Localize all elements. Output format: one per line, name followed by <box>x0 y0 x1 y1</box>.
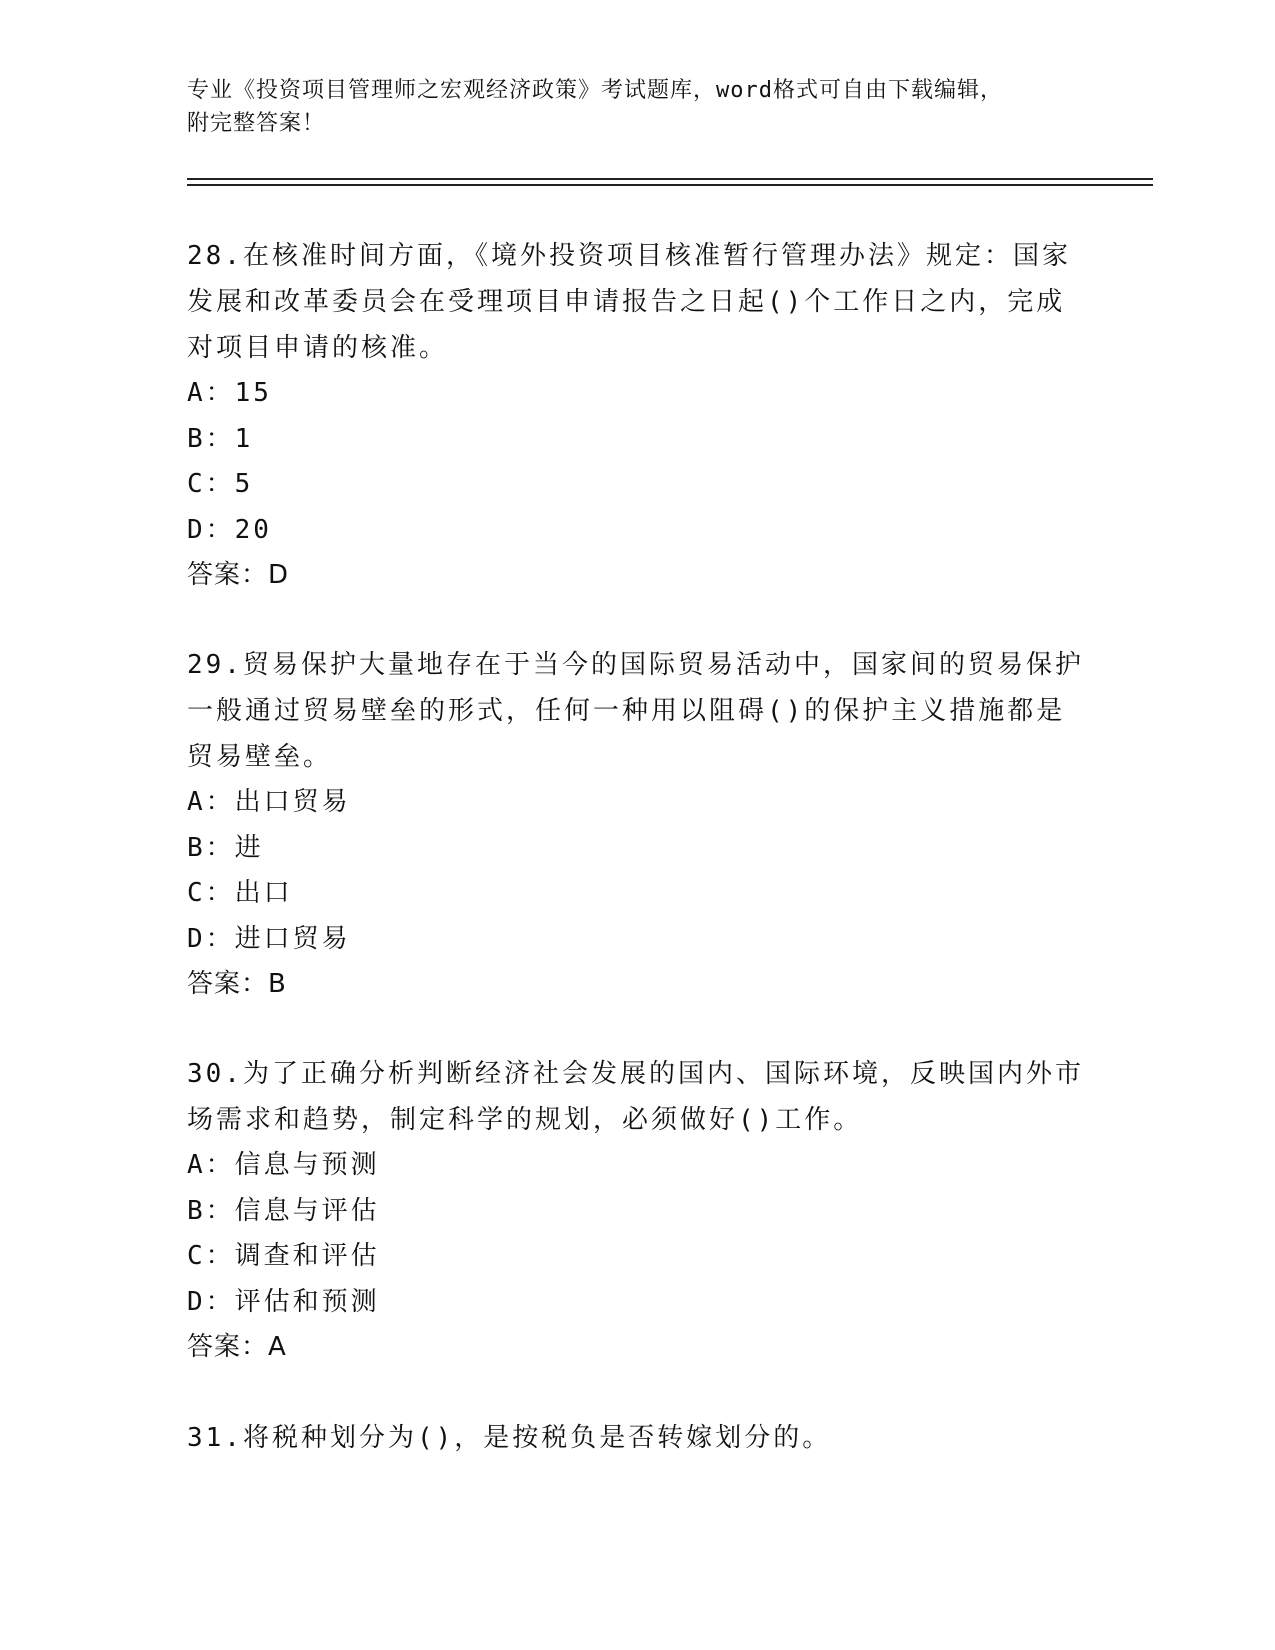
option-a: A：信息与预测 <box>187 1150 380 1180</box>
option-d: D：进口贸易 <box>187 923 351 954</box>
question-stem-line: 对项目申请的核准。 <box>187 333 449 363</box>
option-c: C：出口 <box>187 878 293 908</box>
header-line-2: 附完整答案！ <box>187 111 326 136</box>
header-line-1: 专业《投资项目管理师之宏观经济政策》考试题库，word格式可自由下载编辑， <box>187 78 1003 103</box>
document-header <box>187 74 1087 140</box>
option-d: D：评估和预测 <box>187 1286 380 1317</box>
question-stem-line: 一般通过贸易壁垒的形式，任何一种用以阻碍()的保护主义措施都是 <box>187 696 1066 726</box>
question-stem-line: 发展和改革委员会在受理项目申请报告之日起()个工作日之内，完成 <box>187 287 1066 317</box>
header-divider-bottom <box>187 184 1153 186</box>
option-b: B：1 <box>187 423 254 454</box>
question-stem-line: 30.为了正确分析判断经济社会发展的国内、国际环境，反映国内外市 <box>187 1059 1084 1089</box>
option-b: B：进 <box>187 832 264 863</box>
option-a: A：出口贸易 <box>187 787 351 817</box>
question-stem-line: 28.在核准时间方面，《境外投资项目核准暂行管理办法》规定：国家 <box>187 241 1071 271</box>
answer-label: 答案：D <box>187 560 290 590</box>
answer-label: 答案：A <box>187 1332 287 1362</box>
option-a: A：15 <box>187 378 272 408</box>
question-28 <box>187 233 1087 599</box>
option-c: C：调查和评估 <box>187 1241 380 1271</box>
question-stem-line: 场需求和趋势，制定科学的规划，必须做好()工作。 <box>187 1105 863 1135</box>
answer-label: 答案：B <box>187 969 287 999</box>
question-stem-line: 31.将税种划分为()，是按税负是否转嫁划分的。 <box>187 1423 832 1453</box>
question-30 <box>187 1051 1087 1371</box>
header-divider-top <box>187 178 1153 180</box>
question-29 <box>187 642 1087 1008</box>
question-stem-line: 29.贸易保护大量地存在于当今的国际贸易活动中，国家间的贸易保护 <box>187 650 1084 680</box>
option-c: C：5 <box>187 469 254 499</box>
option-b: B：信息与评估 <box>187 1195 380 1226</box>
question-stem-line: 贸易壁垒。 <box>187 742 333 772</box>
question-31 <box>187 1415 1087 1461</box>
option-d: D：20 <box>187 514 272 545</box>
